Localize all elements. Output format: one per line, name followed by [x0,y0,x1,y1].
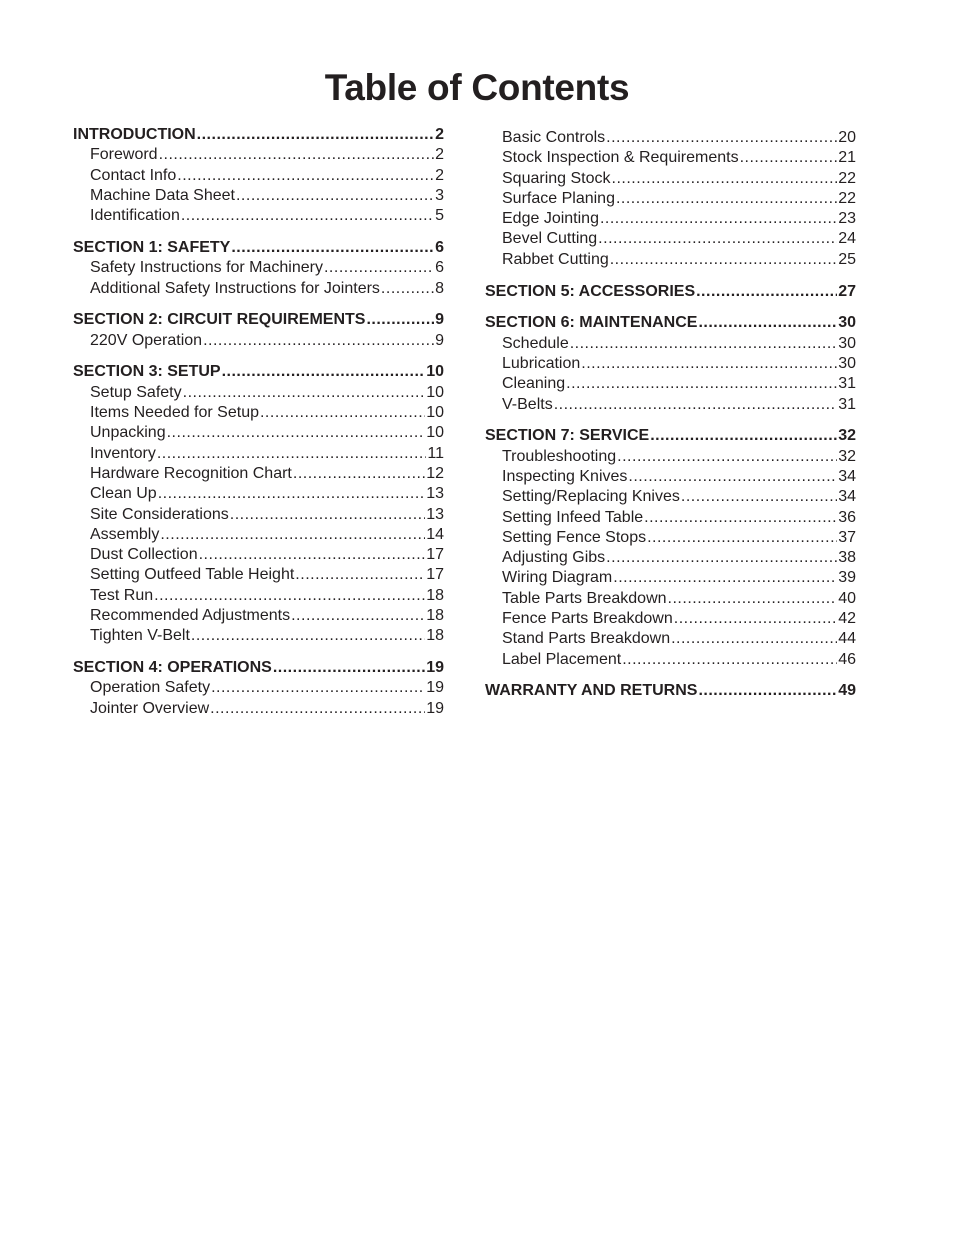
dot-leader [183,383,426,403]
dot-leader [160,525,425,545]
dot-leader [203,331,434,351]
dot-leader [554,395,838,415]
toc-entry-label: SECTION 1: SAFETY [73,238,231,256]
toc-entry-label: V-Belts [502,395,553,413]
dot-leader [566,374,837,394]
dot-leader [230,505,425,525]
dot-leader [381,279,434,299]
toc-page-number: 2 [435,126,444,143]
toc-entry-label: Jointer Overview [90,699,210,717]
toc-entry-label-placement[interactable] [485,650,856,670]
dot-leader [674,609,837,629]
toc-page-number: 18 [426,627,444,645]
toc-entry-dust-collection[interactable] [73,545,444,565]
toc-entry-unpacking[interactable] [73,423,444,443]
toc-left-column [73,125,444,719]
toc-page-number: 38 [838,549,856,567]
toc-entry-label: Foreword [90,146,158,164]
toc-entry-label: Bevel Cutting [502,230,598,248]
toc-entry-foreword[interactable] [73,145,444,165]
dot-leader [616,189,837,209]
toc-page-number: 40 [838,589,856,607]
toc-entry-label: SECTION 7: SERVICE [485,427,650,445]
toc-section-introduction[interactable] [73,125,444,145]
dot-leader [181,206,434,226]
toc-entry-inspecting-knives[interactable] [485,467,856,487]
toc-entry-label: INTRODUCTION [73,126,196,143]
dot-leader [606,548,837,568]
dot-leader [617,447,837,467]
toc-entry-additional-safety-instructions-for-jointers[interactable] [73,279,444,299]
dot-leader [647,528,837,548]
toc-page-number: 8 [435,279,444,297]
toc-page-number: 17 [426,546,444,564]
toc-section-section-1-safety[interactable] [73,238,444,258]
toc-entry-label: Squaring Stock [502,169,611,187]
toc-page-number: 20 [838,129,856,146]
toc-entry-label: Identification [90,207,180,225]
toc-page-number: 9 [435,331,444,349]
toc-page-number: 10 [426,424,444,442]
toc-entry-label: Schedule [502,334,569,352]
toc-entry-label: Inventory [90,444,156,462]
toc-page-number: 5 [435,207,444,225]
toc-page-number: 30 [838,334,856,352]
dot-leader [628,467,837,487]
toc-page-number: 14 [426,525,444,543]
toc-entry-label: Setting Infeed Table [502,508,644,526]
toc-entry-label: Setting Outfeed Table Height [90,566,295,584]
toc-page-number: 3 [435,186,444,204]
toc-entry-label: Stand Parts Breakdown [502,630,671,648]
toc-page-number: 49 [838,682,856,700]
page-title: Table of Contents [324,67,630,108]
toc-right-column [485,128,856,702]
toc-entry-label: Contact Info [90,166,177,184]
toc-page-number: 2 [435,146,444,164]
toc-page-number: 18 [426,586,444,604]
toc-page-number: 22 [838,169,856,187]
toc-entry-wiring-diagram[interactable] [485,568,856,588]
dot-leader [650,426,837,446]
toc-entry-items-needed-for-setup[interactable] [73,403,444,423]
dot-leader [273,658,425,678]
toc-page-number: 21 [838,149,856,167]
toc-page-number: 34 [838,488,856,506]
toc-entry-recommended-adjustments[interactable] [73,606,444,626]
toc-page-number: 34 [838,467,856,485]
toc-section-section-3-setup[interactable] [73,362,444,382]
toc-section-section-5-accessories[interactable] [485,282,856,302]
dot-leader [600,209,837,229]
toc-entry-label: Basic Controls [502,129,606,146]
toc-entry-adjusting-gibs[interactable] [485,548,856,568]
toc-page-number: 30 [838,314,856,332]
toc-page-number: 6 [435,259,444,277]
toc-page-number: 44 [838,630,856,648]
toc-page-number: 36 [838,508,856,526]
toc-page-number: 19 [426,679,444,697]
dot-leader [191,626,425,646]
dot-leader [197,125,434,145]
toc-entry-label: Cleaning [502,375,566,393]
toc-entry-hardware-recognition-chart[interactable] [73,464,444,484]
toc-entry-label: Inspecting Knives [502,467,628,485]
toc-entry-contact-info[interactable] [73,166,444,186]
dot-leader [211,678,425,698]
toc-entry-label: Hardware Recognition Chart [90,464,292,482]
toc-entry-label: Unpacking [90,424,166,442]
toc-section-warranty-and-returns[interactable] [485,681,856,701]
toc-entry-label: Operation Safety [90,679,211,697]
toc-page-number: 39 [838,569,856,587]
toc-entry-safety-instructions-for-machinery[interactable] [73,258,444,278]
toc-entry-label: Rabbet Cutting [502,250,609,268]
toc-page-number: 11 [427,444,444,462]
toc-entry-label: Fence Parts Breakdown [502,610,673,628]
toc-page-number: 10 [426,363,444,381]
toc-page-number: 9 [435,311,444,329]
toc-entry-setting-infeed-table[interactable] [485,508,856,528]
toc-entry-test-run[interactable] [73,586,444,606]
toc-entry-label: 220V Operation [90,331,203,349]
dot-leader [236,186,434,206]
toc-entry-label: Edge Jointing [502,210,599,228]
toc-entry-machine-data-sheet[interactable] [73,186,444,206]
toc-entry-label: SECTION 4: OPERATIONS [73,659,272,677]
dot-leader [570,334,837,354]
toc-section-section-6-maintenance[interactable] [485,313,856,333]
toc-entry-setting-fence-stops[interactable] [485,528,856,548]
toc-section-section-7-service[interactable] [485,426,856,446]
toc-page-number: 24 [838,230,856,248]
toc-entry-troubleshooting[interactable] [485,447,856,467]
toc-entry-fence-parts-breakdown[interactable] [485,609,856,629]
toc-entry-tighten-v-belt[interactable] [73,626,444,646]
toc-page-number: 27 [838,282,856,300]
dot-leader [644,508,837,528]
toc-entry-rabbet-cutting[interactable] [485,250,856,270]
toc-page-number: 13 [426,485,444,503]
toc-section-section-4-operations[interactable] [73,658,444,678]
toc-entry-220v-operation[interactable] [73,331,444,351]
toc-page-number: 31 [838,395,856,413]
dot-leader [622,650,837,670]
toc-entry-label: Adjusting Gibs [502,549,606,567]
dot-leader [177,166,434,186]
dot-leader [668,589,838,609]
toc-entry-label: Tighten V-Belt [90,627,190,645]
dot-leader [598,229,837,249]
toc-entry-label: Setup Safety [90,383,182,401]
toc-entry-surface-planing[interactable] [485,189,856,209]
toc-page-number: 23 [838,210,856,228]
toc-page-number: 10 [426,383,444,401]
toc-page-number: 22 [838,189,856,207]
toc-entry-label: Setting Fence Stops [502,528,647,546]
toc-entry-cleaning[interactable] [485,374,856,394]
toc-page-number: 32 [838,427,856,445]
toc-entry-operation-safety[interactable] [73,678,444,698]
dot-leader [154,586,425,606]
dot-leader [740,148,838,168]
toc-entry-setting-replacing-knives[interactable] [485,487,856,507]
dot-leader [696,282,837,302]
toc-entry-squaring-stock[interactable] [485,169,856,189]
toc-entry-site-considerations[interactable] [73,505,444,525]
toc-entry-label: Site Considerations [90,505,229,523]
toc-entry-label: Setting/Replacing Knives [502,488,680,506]
toc-entry-jointer-overview[interactable] [73,699,444,719]
dot-leader [698,681,837,701]
toc-entry-table-parts-breakdown[interactable] [485,589,856,609]
dot-leader [681,487,837,507]
toc-entry-stand-parts-breakdown[interactable] [485,629,856,649]
dot-leader [158,484,426,504]
dot-leader [612,169,838,189]
toc-page-number: 31 [838,375,856,393]
toc-page-number: 37 [838,528,856,546]
toc-page-number: 10 [426,404,444,422]
toc-entry-label: Table Parts Breakdown [502,589,667,607]
toc-entry-label: Wiring Diagram [502,569,613,587]
toc-page-number: 30 [838,354,856,372]
dot-leader [324,258,434,278]
toc-entry-label: Dust Collection [90,546,198,564]
dot-leader [366,310,434,330]
dot-leader [159,145,435,165]
toc-entry-label: Machine Data Sheet [90,186,235,204]
toc-entry-assembly[interactable] [73,525,444,545]
toc-entry-label: Safety Instructions for Machinery [90,259,323,277]
toc-entry-label: Label Placement [502,650,622,668]
toc-page-number: 18 [426,607,444,625]
toc-entry-label: Items Needed for Setup [90,404,259,422]
toc-entry-label: SECTION 2: CIRCUIT REQUIREMENTS [73,311,366,329]
toc-entry-label: Clean Up [90,485,157,503]
toc-entry-v-belts[interactable] [485,395,856,415]
toc-entry-inventory[interactable] [73,444,444,464]
toc-page-number: 25 [838,250,856,268]
toc-entry-bevel-cutting[interactable] [485,229,856,249]
toc-entry-label: Recommended Adjustments [90,607,291,625]
toc-entry-schedule[interactable] [485,334,856,354]
dot-leader [260,403,425,423]
toc-entry-lubrication[interactable] [485,354,856,374]
toc-page-number: 13 [426,505,444,523]
toc-entry-basic-controls[interactable] [485,128,856,148]
toc-page-number: 42 [838,610,856,628]
dot-leader [293,464,425,484]
dot-leader [222,362,426,382]
dot-leader [671,629,837,649]
dot-leader [210,699,425,719]
dot-leader [295,565,425,585]
toc-entry-label: SECTION 3: SETUP [73,363,221,381]
toc-page-number: 12 [426,464,444,482]
dot-leader [157,444,427,464]
toc-page-number: 46 [838,650,856,668]
toc-entry-identification[interactable] [73,206,444,226]
toc-page-number: 32 [838,447,856,465]
toc-section-section-2-circuit-requirements[interactable] [73,310,444,330]
toc-entry-label: SECTION 5: ACCESSORIES [485,282,696,300]
toc-page-number: 2 [435,166,444,184]
toc-page-number: 19 [426,699,444,717]
toc-entry-setup-safety[interactable] [73,383,444,403]
toc-entry-label: Troubleshooting [502,447,617,465]
dot-leader [613,568,837,588]
toc-entry-label: Assembly [90,525,160,543]
toc-entry-label: WARRANTY AND RETURNS [485,682,698,700]
dot-leader [610,250,837,270]
dot-leader [291,606,425,626]
toc-entry-setting-outfeed-table-height[interactable] [73,565,444,585]
toc-entry-label: Test Run [90,586,154,604]
dot-leader [606,128,837,148]
toc-page-number: 19 [426,659,444,677]
toc-entry-edge-jointing[interactable] [485,209,856,229]
dot-leader [199,545,426,565]
toc-entry-label: Stock Inspection & Requirements [502,149,739,167]
dot-leader [167,423,426,443]
toc-entry-stock-inspection-requirements[interactable] [485,148,856,168]
dot-leader [698,313,837,333]
toc-page-number: 6 [435,238,444,256]
toc-entry-label: SECTION 6: MAINTENANCE [485,314,698,332]
toc-entry-label: Additional Safety Instructions for Jointers [90,279,380,297]
toc-entry-label: Surface Planing [502,189,615,207]
dot-leader [581,354,837,374]
toc-page-number: 17 [426,566,444,584]
toc-entry-label: Lubrication [502,354,581,372]
toc-entry-clean-up[interactable] [73,484,444,504]
dot-leader [231,238,434,258]
